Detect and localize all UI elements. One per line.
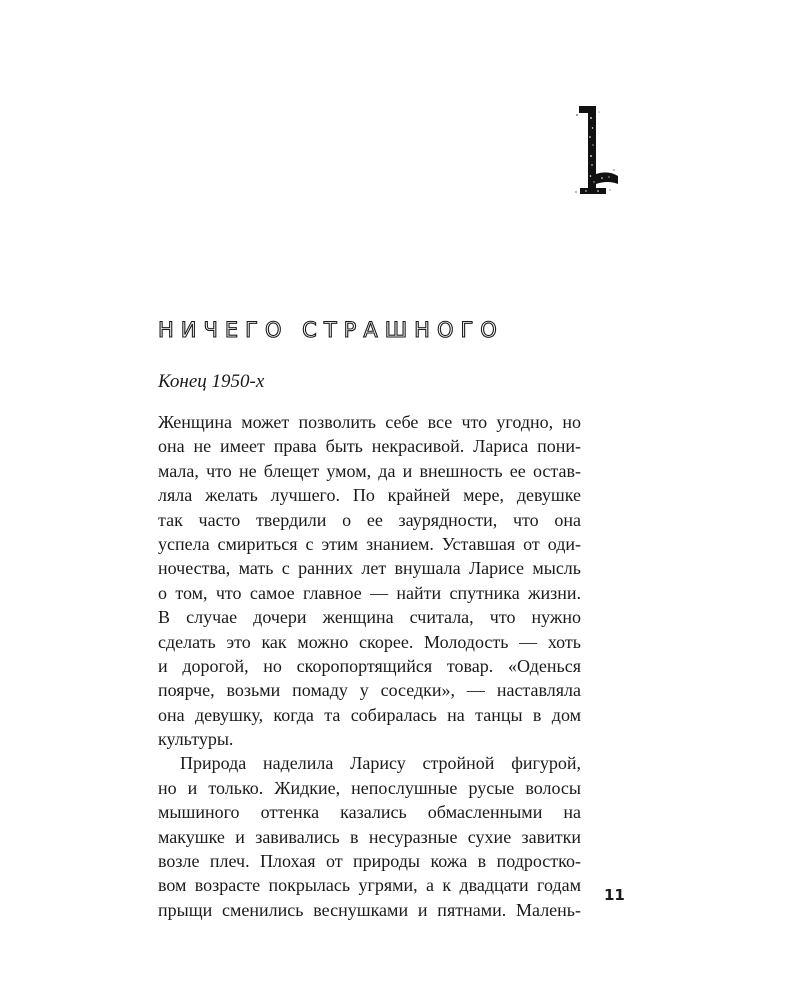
text-line: вом возрасте покрылась угрями, а к двадцати годам: [158, 875, 581, 896]
text-line: успела смириться с этим знанием. Уставшая от оди-: [158, 533, 581, 554]
text-line: поярче, возьми помаду у соседки», — наставляла: [158, 680, 581, 701]
text-line: культуры.: [158, 729, 234, 750]
text-line: В случае дочери женщина считала, что нужно: [158, 607, 581, 628]
text-line: и дорогой, но скоропортящийся товар. «Оденься: [158, 655, 581, 676]
text-line: о том, что самое главное — найти спутника жизни.: [158, 582, 581, 603]
paragraph-2: [158, 751, 581, 922]
text-line: ночества, мать с ранних лет внушала Ларисе мысль: [158, 558, 581, 579]
text-line: прыщи сменились веснушками и пятнами. Малень-: [158, 899, 581, 920]
paragraph-1: [158, 410, 581, 751]
text-line: Женщина может позволить себе все что угодно, но: [158, 412, 581, 432]
text-line: Природа наделила Ларису стройной фигурой,: [180, 753, 581, 774]
chapter-number-numeral: [574, 104, 620, 196]
page-number: 11: [604, 886, 625, 904]
text-line: так часто твердили о ее заурядности, что она: [158, 509, 581, 530]
text-line: макушке и завивались в несуразные сухие завитки: [158, 826, 581, 847]
chapter-date: Конец 1950-х: [158, 371, 265, 392]
text-line: мышиного оттенка казались обмасленными на: [158, 802, 581, 823]
text-line: но и только. Жидкие, непослушные русые волосы: [158, 777, 581, 798]
text-line: возле плеч. Плохая от природы кожа в подростко-: [158, 851, 581, 872]
chapter-body: [158, 410, 581, 922]
text-line: она девушку, когда та собиралась на танцы в дом: [158, 704, 581, 725]
text-line: мала, что не блещет умом, да и внешность ее остав-: [158, 460, 581, 481]
text-line: ляла желать лучшего. По крайней мере, девушке: [158, 485, 581, 506]
text-line: она не имеет права быть некрасивой. Лариса пони-: [158, 436, 581, 457]
text-line: сделать это как можно скорее. Молодость — хоть: [158, 631, 581, 652]
chapter-title: НИЧЕГО СТРАШНОГО: [158, 318, 504, 342]
